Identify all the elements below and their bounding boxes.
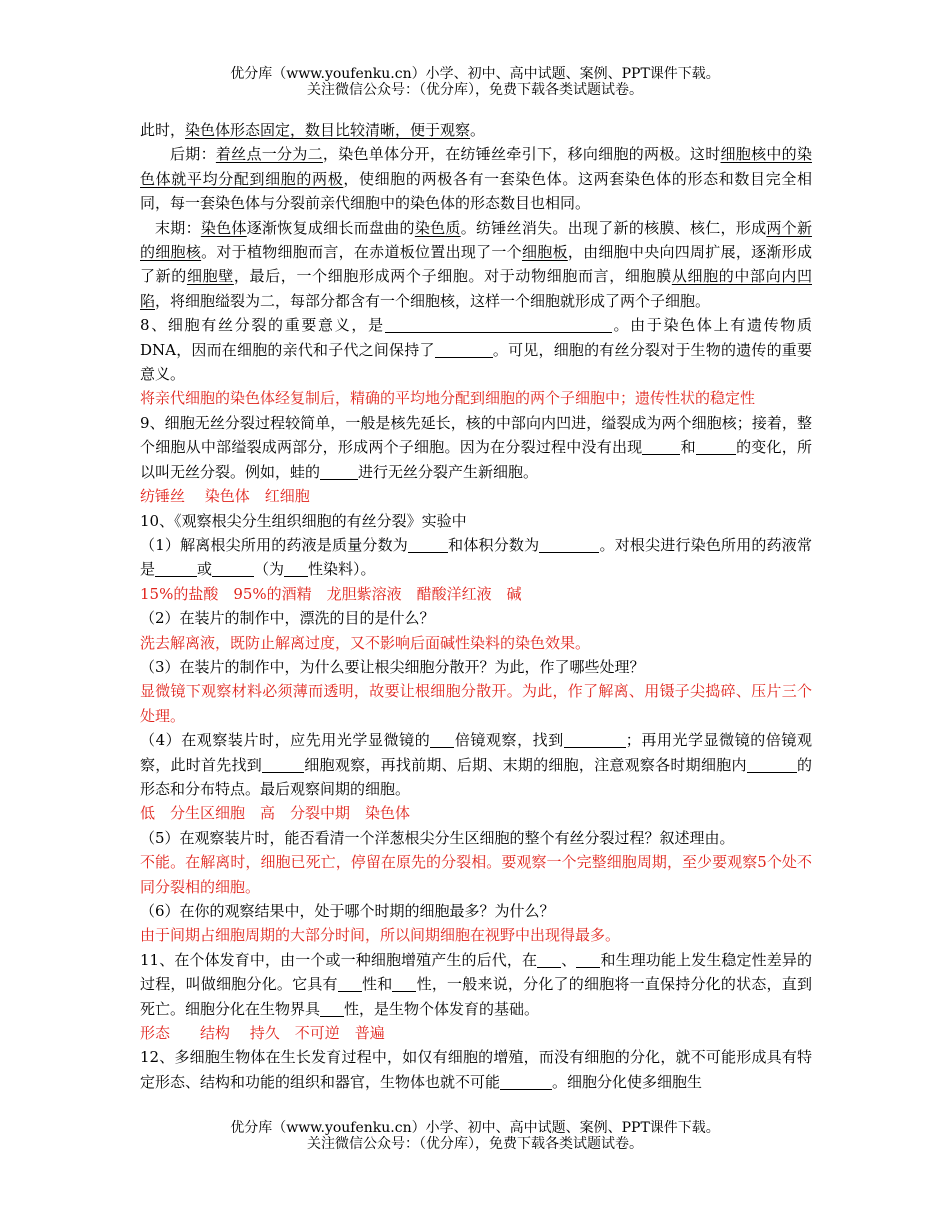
answer-10-5: 不能。在解离时，细胞已死亡，停留在原先的分裂相。要观察一个完整细胞周期，至少要观察5个处不同分裂相的细胞。 bbox=[140, 853, 812, 896]
blank bbox=[385, 315, 600, 333]
blank bbox=[696, 437, 736, 455]
blank bbox=[320, 462, 358, 480]
question-10-3: （3）在装片的制作中，为什么要让根尖细胞分散开？为此，作了哪些处理？ bbox=[140, 657, 645, 676]
blank bbox=[600, 315, 612, 333]
footer-line-1: 优分库（www.youfenku.cn）小学、初中、高中试题、案例、PPT课件下载。 bbox=[230, 1120, 720, 1136]
blank bbox=[435, 340, 493, 358]
blank bbox=[320, 999, 344, 1017]
blank bbox=[392, 974, 416, 992]
header-line-2: 关注微信公众号：（优分库），免费下载各类试题试卷。 bbox=[307, 82, 643, 98]
question-10-title: 10、《观察根尖分生组织细胞的有丝分裂》实验中 bbox=[140, 511, 467, 530]
blank bbox=[430, 730, 454, 748]
question-10-6: （6）在你的观察结果中，处于哪个时期的细胞最多？为什么？ bbox=[140, 902, 555, 920]
blank bbox=[212, 559, 254, 577]
blank bbox=[262, 755, 304, 773]
blank bbox=[576, 950, 600, 968]
blank bbox=[408, 535, 448, 553]
document-body bbox=[140, 118, 812, 1094]
question-10-4: （4）在观察装片时，应先用光学显微镜的 倍镜观察，找到 ；再用光学显微镜的倍镜观察，此时首先找到 细胞观察，再找前期、后期、末期的细胞，注意观察各时期细胞内 的形态和分布特点。最后观察间期的细胞。 bbox=[140, 731, 812, 798]
question-10-1: （1）解离根尖所用的药液是质量分数为 和体积分数为 。对根尖进行染色所用的药液常是 或 （为 性染料）。 bbox=[140, 535, 812, 579]
answer-10-1: 15%的盐酸 95%的酒精 龙胆紫溶液 醋酸洋红液 碱 bbox=[140, 584, 522, 603]
paragraph-telophase: 末期：染色体逐渐恢复成细长而盘曲的染色质。纺锤丝消失。出现了新的核膜、核仁，形成两个新的细胞核。对于植物细胞而言，在赤道板位置出现了一个细胞板，由细胞中央向四周扩展，逐渐形成了新的细胞壁，最后，一个细胞形成两个子细胞。对于动物细胞而言，细胞膜从细胞的中部向内凹陷，将细胞缢裂为二，每部分都含有一个细胞核，这样一个细胞就形成了两个子细胞。 bbox=[140, 218, 812, 310]
blank bbox=[642, 437, 680, 455]
blank bbox=[284, 559, 308, 577]
blank bbox=[539, 535, 599, 553]
question-8: 8、细胞有丝分裂的重要意义，是 。由于染色体上有遗传物质DNA，因而在细胞的亲代和子代之间保持了 。可见，细胞的有丝分裂对于生物的遗传的重要意义。 bbox=[140, 316, 812, 384]
page-header bbox=[0, 66, 950, 98]
answer-10-2: 洗去解离液，既防止解离过度，又不影响后面碱性染料的染色效果。 bbox=[140, 633, 591, 652]
answer-10-6: 由于间期占细胞周期的大部分时间，所以间期细胞在视野中出现得最多。 bbox=[140, 926, 621, 945]
blank bbox=[500, 1072, 552, 1090]
answer-10-3: 显微镜下观察材料必须薄而透明，故要让根细胞分散开。为此，作了解离、用镊子尖捣碎、压片三个处理。 bbox=[140, 682, 812, 725]
question-10-2: （2）在装片的制作中，漂洗的目的是什么？ bbox=[140, 609, 435, 628]
answer-8: 将亲代细胞的染色体经复制后，精确的平均地分配到细胞的两个子细胞中；遗传性状的稳定性 bbox=[140, 389, 756, 408]
blank bbox=[155, 559, 197, 577]
question-12: 12、多细胞生物体在生长发育过程中，如仅有细胞的增殖，而没有细胞的分化，就不可能形成具有特定形态、结构和功能的组织和器官，生物体也就不可能 。细胞分化使多细胞生 bbox=[140, 1048, 812, 1091]
footer-line-2: 关注微信公众号：（优分库），免费下载各类试题试卷。 bbox=[307, 1136, 643, 1152]
question-9: 9、细胞无丝分裂过程较简单，一般是核先延长，核的中部向内凹进，缢裂成为两个细胞核；接着，整个细胞从中部缢裂成两部分，形成两个子细胞。因为在分裂过程中没有出现 和 的变化，所以叫无丝分裂。例如，蛙的 进行无丝分裂产生新细胞。 bbox=[140, 413, 812, 481]
paragraph-metaphase-end: 此时，染色体形态固定，数目比较清晰，便于观察。 bbox=[140, 121, 486, 139]
page-footer bbox=[0, 1120, 950, 1152]
blank bbox=[747, 755, 797, 773]
header-line-1: 优分库（www.youfenku.cn）小学、初中、高中试题、案例、PPT课件下载。 bbox=[230, 66, 720, 82]
blank bbox=[537, 950, 561, 968]
paragraph-anaphase: 后期：着丝点一分为二，染色单体分开，在纺锤丝牵引下，移向细胞的两极。这时细胞核中的染色体就平均分配到细胞的两极，使细胞的两极各有一套染色体。这两套染色体的形态和数目完全相同，每一套染色体与分裂前亲代细胞中的染色体的形态数目也相同。 bbox=[140, 145, 812, 213]
blank bbox=[564, 730, 626, 748]
answer-10-4: 低 分生区细胞 高 分裂中期 染色体 bbox=[140, 804, 411, 823]
question-10-5: （5）在观察装片时，能否看清一个洋葱根尖分生区细胞的整个有丝分裂过程？叙述理由。 bbox=[140, 828, 735, 847]
blank bbox=[338, 974, 362, 992]
answer-9: 纺锤丝 染色体 红细胞 bbox=[140, 487, 310, 506]
answer-11: 形态 结构 持久 不可逆 普遍 bbox=[140, 1024, 385, 1043]
question-11: 11、在个体发育中，由一个或一种细胞增殖产生的后代，在 、 和生理功能上发生稳定性差异的过程，叫做细胞分化。它具有 性和 性，一般来说，分化了的细胞将一直保持分化的状态，直到死亡。细胞分化在生物界具 性，是生物个体发育的基础。 bbox=[140, 950, 812, 1018]
